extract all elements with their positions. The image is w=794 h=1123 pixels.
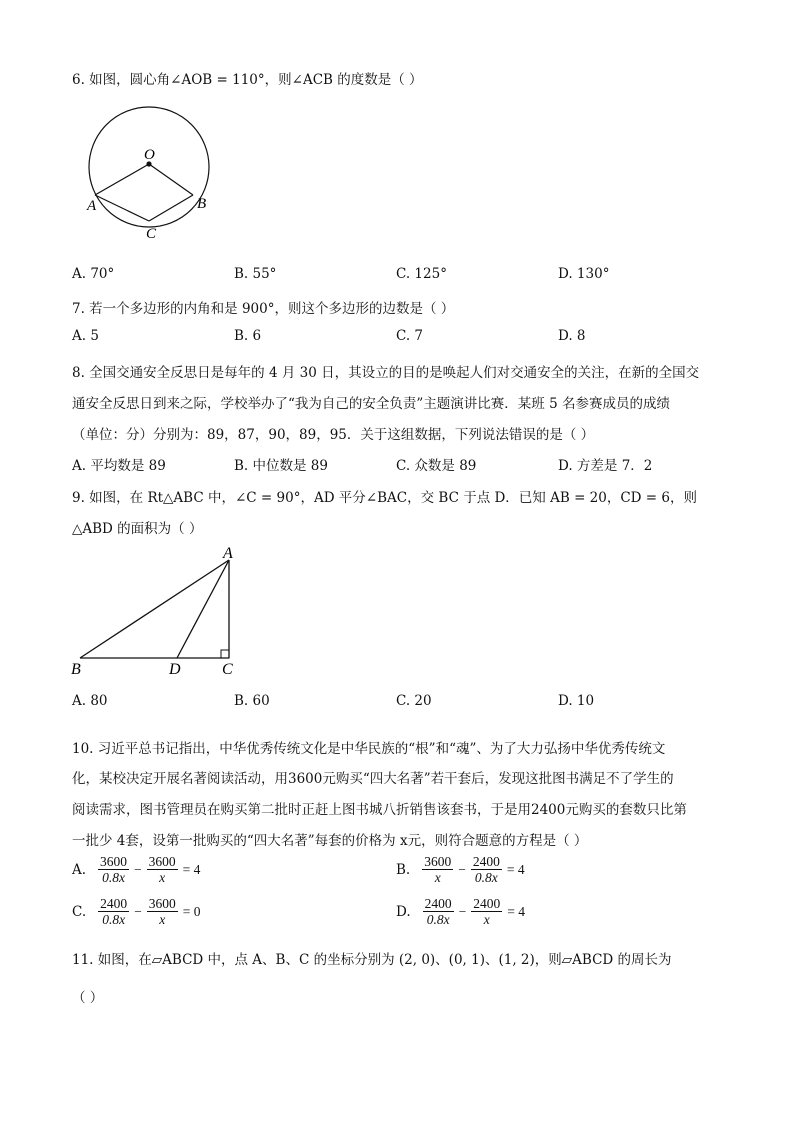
q10-line-2: 化，某校决定开展名著阅读活动，用3600元购买“四大名著”若干套后，发现这批图书满足不了学生的 <box>72 771 674 787</box>
option-label: B. <box>396 861 411 878</box>
rhs: = 0 <box>182 903 201 919</box>
q7-option-a[interactable]: A. 5 <box>72 328 99 344</box>
option-label: C. <box>72 903 87 920</box>
numerator: 3600 <box>148 896 176 911</box>
label-D: D <box>169 661 181 678</box>
denominator: 0.8x <box>102 870 125 885</box>
q9-option-a[interactable]: A. 80 <box>72 693 108 709</box>
q7-option-d[interactable]: D. 8 <box>558 328 586 344</box>
q10-line-3: 阅读需求，图书管理员在购买第二批时正赶上图书城八折销售该套书，于是用2400元购买的套数只比第 <box>72 802 687 818</box>
q6-option-b[interactable]: B. 55° <box>234 266 277 282</box>
q6-circle-figure <box>80 98 220 248</box>
operator: − <box>134 861 142 877</box>
denominator: x <box>159 912 166 927</box>
q7-option-c[interactable]: C. 7 <box>396 328 424 344</box>
denominator: x <box>483 912 490 927</box>
denominator: 0.8x <box>102 912 126 927</box>
q8-line-2: 通安全反思日到来之际，学校举办了“我为自己的安全负责”主题演讲比赛．某班 5 名参赛成员的成绩 <box>72 396 670 412</box>
q8-option-c[interactable]: C. 众数是 89 <box>396 458 477 474</box>
denominator: 0.8x <box>474 870 498 885</box>
q10-option-b[interactable] <box>396 854 528 885</box>
denominator: x <box>159 870 166 885</box>
label-B: B <box>197 196 207 212</box>
q10-option-a[interactable] <box>72 854 203 885</box>
rhs: = 4 <box>182 861 201 877</box>
rhs: = 4 <box>507 903 526 919</box>
q6-option-a[interactable]: A. 70° <box>72 266 115 282</box>
numerator: 2400 <box>424 896 452 911</box>
q9-triangle-figure <box>66 540 246 680</box>
numerator: 3600 <box>424 854 452 869</box>
q9-line-1: 9. 如图，在 Rt△ABC 中，∠C = 90°，AD 平分∠BAC，交 BC 于点 D．已知 AB = 20，CD = 6，则 <box>72 490 697 506</box>
numerator: 2400 <box>472 854 500 869</box>
operator: − <box>458 903 467 919</box>
q6-option-c[interactable]: C. 125° <box>396 266 447 282</box>
label-C: C <box>146 226 157 242</box>
q9-line-2: △ABD 的面积为（ ） <box>72 521 203 537</box>
operator: − <box>134 903 142 919</box>
q9-option-b[interactable]: B. 60 <box>234 693 270 709</box>
option-label: D. <box>396 903 411 920</box>
label-O: O <box>144 147 155 163</box>
q8-option-b[interactable]: B. 中位数是 89 <box>234 458 328 474</box>
numerator: 2400 <box>100 896 128 911</box>
q10-option-c[interactable] <box>72 896 204 927</box>
q10-option-d[interactable] <box>396 896 528 927</box>
q9-option-d[interactable]: D. 10 <box>558 693 595 709</box>
rhs: = 4 <box>506 861 525 877</box>
option-label: A. <box>72 861 87 878</box>
q7-option-b[interactable]: B. 6 <box>234 328 262 344</box>
q9-option-c[interactable]: C. 20 <box>396 693 432 709</box>
q7-stem: 7. 若一个多边形的内角和是 900°，则这个多边形的边数是（ ） <box>72 301 455 317</box>
label-A: A <box>223 545 233 562</box>
numerator: 2400 <box>473 896 501 911</box>
q6-stem: 6. 如图，圆心角∠AOB = 110°，则∠ACB 的度数是（ ） <box>72 72 423 88</box>
denominator: 0.8x <box>426 912 450 927</box>
q6-option-d[interactable]: D. 130° <box>558 266 610 282</box>
numerator: 3600 <box>100 854 128 869</box>
q10-line-1: 10. 习近平总书记指出，中华优秀传统文化是中华民族的“根”和“魂”、为了大力弘扬中华优秀传统文 <box>72 741 666 757</box>
q8-line-3: （单位：分）分别为：89，87，90，89，95．关于这组数据，下列说法错误的是（ ） <box>72 427 595 443</box>
label-C: C <box>222 661 233 678</box>
label-A: A <box>87 198 97 214</box>
numerator: 3600 <box>148 854 176 869</box>
q11-line-2: （ ） <box>72 990 104 1006</box>
q11-line-1: 11. 如图，在▱ABCD 中，点 A、B、C 的坐标分别为 (2, 0)、(0, 1)、(1, 2)，则▱ABCD 的周长为 <box>72 952 672 968</box>
q8-line-1: 8. 全国交通安全反思日是每年的 4 月 30 日，其设立的目的是唤起人们对交通安全的关注，在新的全国交 <box>72 365 700 381</box>
q10-line-4: 一批少 4套，设第一批购买的“四大名著”每套的价格为 x元，则符合题意的方程是（ ） <box>72 833 588 849</box>
q8-option-a[interactable]: A. 平均数是 89 <box>72 458 166 474</box>
operator: − <box>458 861 466 877</box>
q8-option-d[interactable]: D. 方差是 7．2 <box>558 458 653 474</box>
label-B: B <box>71 661 81 678</box>
denominator: x <box>434 870 441 885</box>
